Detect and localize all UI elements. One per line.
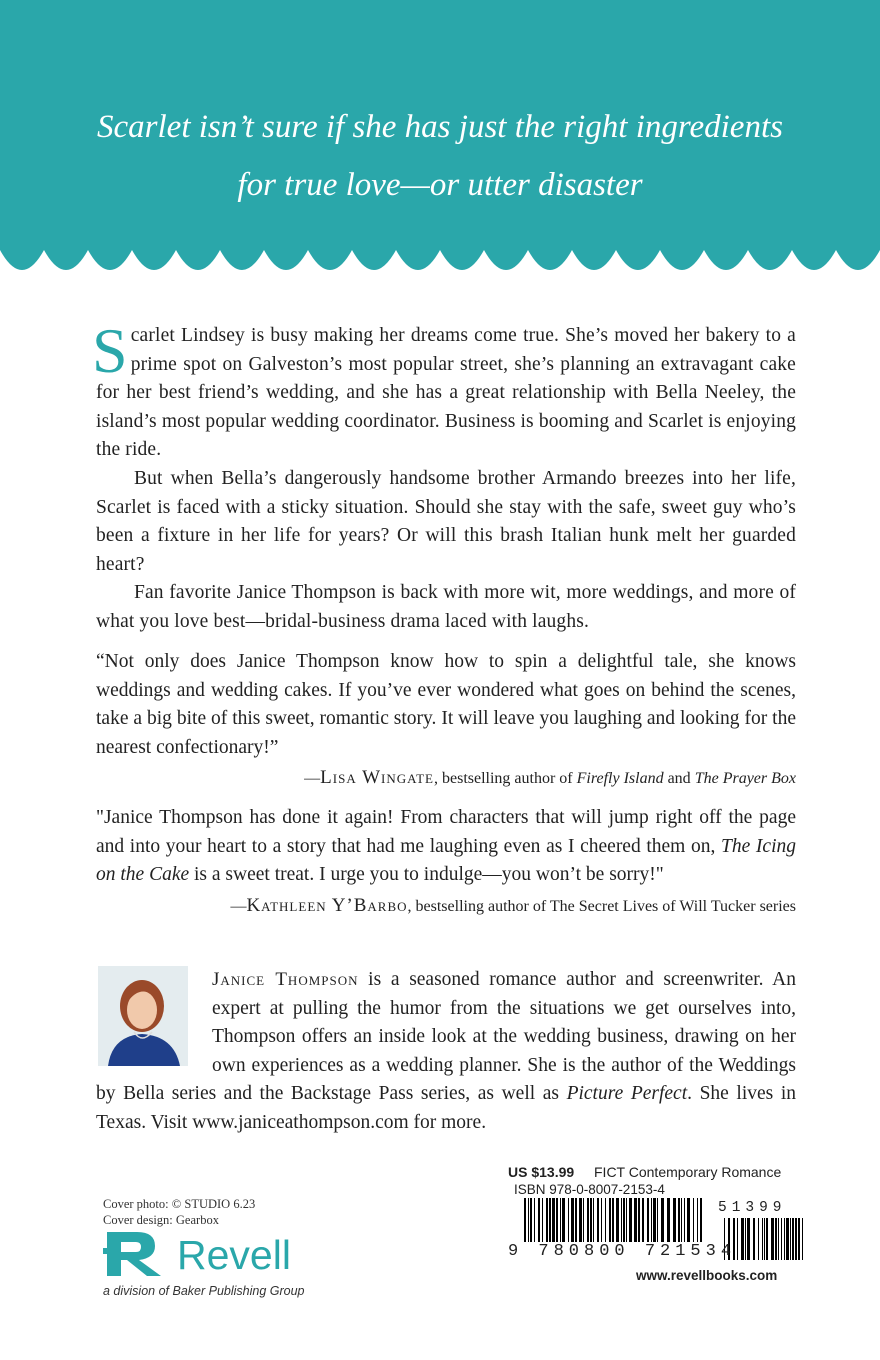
barcode-bar	[684, 1198, 685, 1242]
barcode-addon-bar	[771, 1218, 774, 1260]
barcode-bar	[609, 1198, 611, 1242]
barcode-addon-bar	[737, 1218, 738, 1260]
barcode-bar	[629, 1198, 632, 1242]
barcode-addon-bar	[795, 1218, 797, 1260]
barcode-bar	[700, 1198, 702, 1242]
barcode-addon-bar	[798, 1218, 800, 1260]
barcode-addon-bar	[784, 1218, 785, 1260]
revell-r-icon	[103, 1226, 167, 1278]
book-title: Picture Perfect	[566, 1083, 688, 1105]
barcode-addon-bar	[766, 1218, 768, 1260]
barcode-bar	[612, 1198, 614, 1242]
endorsement-attribution: —Lisa Wingate, bestselling author of Firefly Island and The Prayer Box	[304, 767, 796, 789]
barcode-bar	[556, 1198, 558, 1242]
barcode-addon-bar	[781, 1218, 782, 1260]
barcode-bar	[623, 1198, 625, 1242]
endorsement-ybarbo	[96, 804, 796, 921]
barcode-bar	[657, 1198, 658, 1242]
publisher-name: Revell	[177, 1232, 291, 1278]
barcode-addon-bar	[786, 1218, 789, 1260]
barcode-bar	[560, 1198, 561, 1242]
category-label: FICT Contemporary Romance	[594, 1164, 782, 1180]
barcode-bar	[687, 1198, 690, 1242]
barcode-bar	[542, 1198, 543, 1242]
barcode-bar	[530, 1198, 532, 1242]
tagline	[0, 98, 880, 214]
barcode-addon-bar	[802, 1218, 803, 1260]
barcode-bar	[697, 1198, 698, 1242]
tagline-line-1: Scarlet isn’t sure if she has just the right ingredients	[97, 109, 783, 145]
barcode-addon-bar	[745, 1218, 746, 1260]
drop-cap: S	[92, 315, 128, 386]
barcode-bar	[546, 1198, 548, 1242]
barcode-addon-bar	[792, 1218, 794, 1260]
barcode-bar	[575, 1198, 577, 1242]
barcode-bar	[587, 1198, 589, 1242]
barcode-bar	[571, 1198, 574, 1242]
cover-design-credit: Cover design: Gearbox	[103, 1213, 219, 1227]
barcode-bar	[549, 1198, 551, 1242]
barcode-addon-bar	[762, 1218, 763, 1260]
barcode-bar	[647, 1198, 649, 1242]
barcode-bar	[638, 1198, 640, 1242]
barcode-bar	[642, 1198, 644, 1242]
author-name: Janice Thompson	[212, 969, 359, 990]
endorsement-wingate	[96, 648, 796, 794]
blurb-paragraph-2: But when Bella’s dangerously handsome brother Armando breezes into her life, Scarlet is faced with a sticky situation. Should she stay with the safe, sweet guy who’s been a fixture in her life for years? Or will this brash Italian hunk melt her guarded heart?	[96, 467, 796, 575]
barcode-bar	[616, 1198, 619, 1242]
cover-credits	[103, 1196, 255, 1228]
barcode-bar	[528, 1198, 529, 1242]
endorser-name: Kathleen Y’Barbo	[246, 894, 408, 916]
book-title: The Prayer Box	[694, 770, 796, 788]
barcode-bar	[605, 1198, 606, 1242]
blurb-paragraph-3: Fan favorite Janice Thompson is back with more wit, more weddings, and more of what you love best—bridal-business drama laced with laughs.	[96, 582, 796, 632]
barcode-addon-bar	[790, 1218, 791, 1260]
endorser-name: Lisa Wingate	[320, 767, 434, 789]
barcode-bar	[653, 1198, 656, 1242]
barcode-bar	[634, 1198, 637, 1242]
barcode-addon-bar	[741, 1218, 744, 1260]
barcode-addon-bar	[758, 1218, 759, 1260]
barcode-bar	[626, 1198, 627, 1242]
barcode-bar	[693, 1198, 694, 1242]
book-title: The Icing on the Cake	[96, 835, 796, 886]
barcode-addon-bar	[778, 1218, 779, 1260]
endorsement-text: “Not only does Janice Thompson know how to spin a delightful tale, she knows weddings and wedding cakes. If you’ve ever wondered what goes on behind the scenes, take a big bite of this sweet, romantic story. It will leave you laughing and looking for the nearest confectionary!”	[96, 651, 796, 758]
blurb-paragraph-1: Scarlet Lindsey is busy making her dreams come true. She’s moved her bakery to a prime spot on Galveston’s most popular street, she’s planning an extravagant cake for her best friend’s wedding, and she has a great relationship with Bella Neeley, the island’s most popular wedding coordinator. Business is booming and Scarlet is enjoying the ride.	[92, 315, 796, 461]
barcode-bar	[583, 1198, 584, 1242]
barcode-block	[508, 1164, 808, 1294]
barcode-bar	[524, 1198, 526, 1242]
endorsement-text: "Janice Thompson has done it again! From characters that will jump right off the page and into your heart to a story that had me laughing even as I cheered them on, The Icing on the Cake is a sweet treat. I urge you to indulge—you won’t be sorry!"	[96, 807, 796, 886]
publisher-url: www.revellbooks.com	[636, 1268, 778, 1283]
barcode-bar	[579, 1198, 582, 1242]
publisher-subtitle: a division of Baker Publishing Group	[103, 1284, 305, 1298]
barcode-addon-bar	[753, 1218, 755, 1260]
tagline-line-2: for true love—or utter disaster	[237, 167, 643, 203]
author-bio: Janice Thompson is a seasoned romance author and screenwriter. An expert at pulling the humor from the situations we get ourselves into, Thompson offers an inside look at the wedding business, drawing on her own experiences as a wedding planner. She is the author of the Weddings by Bella series and the Backstage Pass series, as well as Picture Perfect. She lives in Texas. Visit www.janiceathompson.com for more.	[96, 969, 796, 1133]
barcode-bar	[667, 1198, 670, 1242]
book-title: Firefly Island	[576, 770, 664, 788]
cover-photo-credit: Cover photo: © STUDIO 6.23	[103, 1197, 256, 1211]
barcode-bar	[568, 1198, 569, 1242]
barcode-bar	[590, 1198, 592, 1242]
barcode-bar	[538, 1198, 540, 1242]
barcode-bar	[552, 1198, 555, 1242]
barcode-bar	[562, 1198, 565, 1242]
revell-logo	[103, 1226, 403, 1306]
price-label: US $13.99	[508, 1164, 575, 1180]
barcode-bar	[593, 1198, 594, 1242]
barcode-addon-digits: 51399	[718, 1200, 787, 1216]
barcode-bar	[661, 1198, 664, 1242]
endorsement-attribution: —Kathleen Y’Barbo, bestselling author of The Secret Lives of Will Tucker series	[230, 894, 796, 916]
barcode-digits: 9 780800 721534	[508, 1242, 737, 1261]
barcode-bar	[673, 1198, 676, 1242]
barcode-bar	[597, 1198, 599, 1242]
barcode-bar	[681, 1198, 682, 1242]
barcode-bar	[621, 1198, 622, 1242]
barcode-addon-bar	[775, 1218, 777, 1260]
barcode-bar	[534, 1198, 535, 1242]
barcode-addon-bar	[747, 1218, 750, 1260]
barcode-bar	[601, 1198, 602, 1242]
barcode-bar	[678, 1198, 680, 1242]
isbn-label: ISBN 978-0-8007-2153-4	[514, 1182, 665, 1197]
book-blurb	[92, 315, 796, 637]
barcode-addon-bar	[764, 1218, 765, 1260]
barcode-bar	[651, 1198, 652, 1242]
